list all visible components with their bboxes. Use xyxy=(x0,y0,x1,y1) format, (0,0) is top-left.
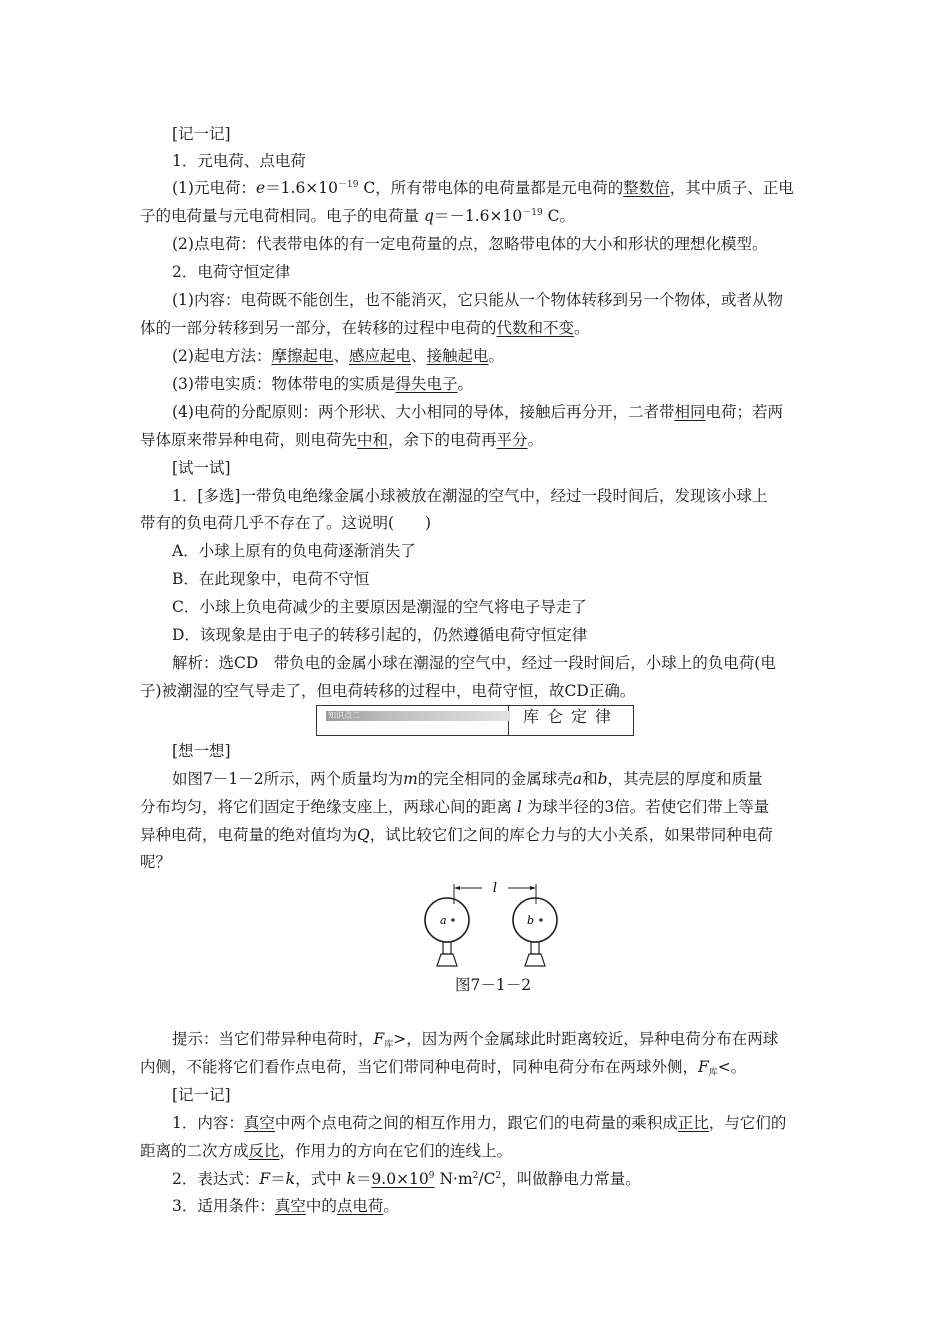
paragraph-elementary-charge: (1)元电荷：$e=1.6\times 10^{-19}$ C，所有带电体的电荷量都是元电荷的整数倍，其中质子、正电 xyxy=(172,179,794,197)
knowledge-point-tag-cell xyxy=(317,706,509,735)
figure-caption: 图7－1－2 xyxy=(455,976,532,994)
problem-paragraph-line2: 分布均匀，将它们固定于绝缘支座上，两球心间的距离 l 为球半径的3倍。若使它们带上等量 xyxy=(140,798,770,816)
sphere-a-label: a xyxy=(440,914,447,927)
sphere-b-center xyxy=(539,918,542,921)
paragraph-charging-essence: (3)带电实质：物体带电的实质是得失电子。 xyxy=(172,375,473,393)
knowledge-point-tag: 知识点二 xyxy=(326,711,510,721)
paragraph-distribution-rule-cont: 导体原来带异种电荷，则电荷先中和，余下的电荷再平分。 xyxy=(140,431,544,449)
stand-a-post xyxy=(443,942,451,954)
sphere-a-center xyxy=(451,918,454,921)
knowledge-point-title: 库仑定律 xyxy=(523,707,620,726)
stand-a-base xyxy=(437,954,457,966)
analysis: 解析：选CD 带负电的金属小球在潮湿的空气中，经过一段时间后，小球上的负电荷(电 xyxy=(172,654,776,672)
sphere-b xyxy=(513,898,557,942)
sphere-a xyxy=(425,898,469,942)
hint-paragraph: 提示：当它们带异种电荷时，$F_库>$，因为两个金属球此时距离较近，异种电荷分布在两球 xyxy=(172,1030,779,1050)
law-content: 1．内容：真空中两个点电荷之间的相互作用力，跟它们的电荷量的乘积成正比，与它们的 xyxy=(172,1114,787,1132)
law-conditions: 3．适用条件：真空中的点电荷。 xyxy=(172,1197,399,1215)
option-c: C．小球上负电荷减少的主要原因是潮湿的空气将电子导走了 xyxy=(172,598,587,616)
hint-paragraph-cont: 内侧，不能将它们看作点电荷，当它们带同种电荷时，同种电荷分布在两球外侧，$F_库<$。 xyxy=(140,1058,747,1078)
item-title-charge: 1．元电荷、点电荷 xyxy=(172,152,306,170)
section-heading-remember: [记一记] xyxy=(172,125,231,143)
stand-b-base xyxy=(525,954,545,966)
analysis-cont: 子)被潮湿的空气导走了，但电荷转移的过程中，电荷守恒，故CD正确。 xyxy=(140,682,636,700)
law-content-cont: 距离的二次方成反比，作用力的方向在它们的连线上。 xyxy=(140,1142,513,1160)
paragraph-point-charge: (2)点电荷：代表带电体的有一定电荷量的点，忽略带电体的大小和形状的理想化模型。 xyxy=(172,235,768,253)
paragraph-conservation-content: (1)内容：电荷既不能创生，也不能消灭，它只能从一个物体转移到另一个物体，或者从物 xyxy=(172,291,783,309)
problem-paragraph: 如图7－1－2所示，两个质量均为m的完全相同的金属球壳a和b，其壳层的厚度和质量 xyxy=(172,770,763,788)
paragraph-distribution-rule: (4)电荷的分配原则：两个形状、大小相同的导体，接触后再分开，二者带相同电荷；若两 xyxy=(172,403,783,421)
paragraph-charging-methods: (2)起电方法：摩擦起电、感应起电、接触起电。 xyxy=(172,347,505,365)
sphere-b-label: b xyxy=(527,914,535,927)
arrowhead-right xyxy=(530,886,536,890)
arrowhead-left xyxy=(454,886,460,890)
option-d: D．该现象是由于电子的转移引起的，仍然遵循电荷守恒定律 xyxy=(172,626,588,644)
two-spheres-figure xyxy=(420,870,570,980)
option-b: B．在此现象中，电荷不守恒 xyxy=(172,570,370,588)
stand-b-post xyxy=(531,942,539,954)
section-heading-think: [想一想] xyxy=(172,742,231,760)
problem-paragraph-line4: 呢？ xyxy=(140,853,172,871)
problem-paragraph-line3: 异种电荷，电荷量的绝对值均为Q，试比较它们之间的库仑力与的大小关系，如果带同种电荷 xyxy=(140,826,773,844)
paragraph-elementary-charge-cont: 子的电荷量与元电荷相同。电子的电荷量 $q=-1.6\times 10^{-19}$ C。 xyxy=(140,207,575,225)
section-heading-remember-2: [记一记] xyxy=(172,1086,231,1104)
item-title-conservation: 2．电荷守恒定律 xyxy=(172,263,291,281)
question-stem-cont: 带有的负电荷几乎不存在了。这说明( ) xyxy=(140,514,432,532)
paragraph-conservation-content-cont: 体的一部分转移到另一部分，在转移的过程中电荷的代数和不变。 xyxy=(140,319,590,337)
knowledge-point-header xyxy=(316,705,634,736)
question-stem: 1．[多选]一带负电绝缘金属小球被放在潮湿的空气中，经过一段时间后，发现该小球上 xyxy=(172,487,768,505)
section-heading-try: [试一试] xyxy=(172,459,231,477)
law-expression: 2．表达式：F＝k，式中 $k=9.0\times 10^9$ $N\cdot m^2/C^2$，叫做静电力常量。 xyxy=(172,1170,641,1188)
distance-label: l xyxy=(492,881,498,896)
option-a: A．小球上原有的负电荷逐渐消失了 xyxy=(172,542,416,560)
